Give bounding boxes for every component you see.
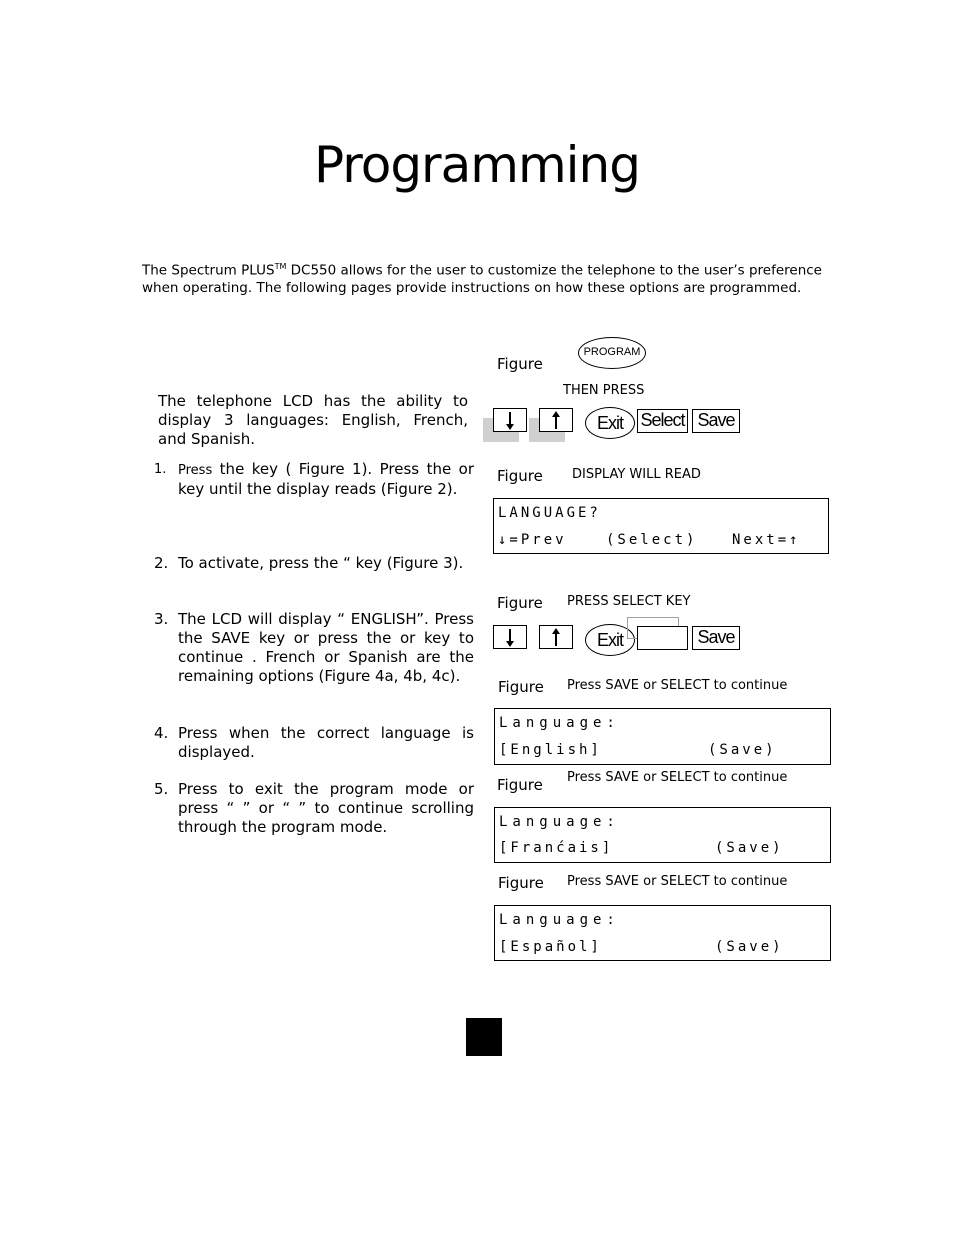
up-arrow-icon xyxy=(555,633,557,646)
down-arrow-key xyxy=(493,625,527,649)
lcd-line-1: Language: xyxy=(499,814,620,830)
figure-2-label: Figure xyxy=(497,467,543,485)
press-select-key-caption: PRESS SELECT KEY xyxy=(567,594,691,609)
page-title: Programming xyxy=(314,136,640,194)
program-key: PROGRAM xyxy=(578,337,646,369)
figure-4c-label: Figure xyxy=(498,874,544,892)
step-number: 4. xyxy=(154,724,169,742)
figure-4a-label: Figure xyxy=(498,678,544,696)
step-number: 1. xyxy=(154,462,167,477)
lcd-language-francais xyxy=(494,807,831,863)
figure-4b-label: Figure xyxy=(497,776,543,794)
language-lead-paragraph: The telephone LCD has the ability to display 3 languages: English, French, and Spanish. xyxy=(158,392,468,448)
save-key: Save xyxy=(692,409,740,433)
step-text: Press when the correct language is displayed. xyxy=(178,724,474,761)
trademark-mark: TM xyxy=(274,262,287,271)
step-5 xyxy=(154,780,474,862)
down-arrowhead-icon xyxy=(506,424,514,430)
lcd-save-hint: (Save) xyxy=(715,939,784,955)
step-3 xyxy=(154,610,474,710)
step-number: 3. xyxy=(154,610,169,628)
display-will-read-caption: DISPLAY WILL READ xyxy=(572,467,701,482)
intro-text-a: The Spectrum PLUS xyxy=(142,262,275,279)
lcd-prev-hint: ↓=Prev xyxy=(498,532,567,548)
lcd-save-hint: (Save) xyxy=(708,742,777,758)
lcd-language-prompt xyxy=(493,498,829,554)
up-arrow-key xyxy=(539,408,573,432)
intro-text-b: DC550 allows for the user to customize the telephone to the user’s preference when operating. The following pages provide instructions on how these options are programmed. xyxy=(142,262,822,296)
page-number-block xyxy=(466,1018,502,1056)
lcd-value: [Franćais] xyxy=(499,840,614,856)
lcd-line-1: LANGUAGE? xyxy=(498,505,601,521)
lcd-line-1: Language: xyxy=(499,912,620,928)
select-key: Select xyxy=(637,409,688,433)
step-4 xyxy=(154,724,474,768)
figure-4a-caption: Press SAVE or SELECT to continue xyxy=(567,678,788,693)
select-key-pressed xyxy=(637,626,688,650)
lcd-language-english xyxy=(494,708,831,765)
figure-1-label: Figure xyxy=(497,355,543,373)
up-arrow-icon xyxy=(555,416,557,429)
up-arrow-key xyxy=(539,625,573,649)
step-text: To activate, press the “ key (Figure 3). xyxy=(178,554,464,572)
down-arrowhead-icon xyxy=(506,641,514,647)
lcd-language-espanol xyxy=(494,905,831,961)
lcd-select-hint: (Select) xyxy=(606,532,698,548)
step-text: The LCD will display “ ENGLISH”. Press the SAVE key or press the or key to continue . French or Spanish are the remaining options (Figure 4a, 4b, 4c). xyxy=(178,610,474,685)
step-text: Press to exit the program mode or press “ ” or “ ” to continue scrolling through the program mode. xyxy=(178,780,474,836)
step-1 xyxy=(154,460,474,540)
lcd-save-hint: (Save) xyxy=(715,840,784,856)
step-2 xyxy=(154,554,474,598)
exit-key: Exit xyxy=(585,407,635,439)
lcd-next-hint: Next=↑ xyxy=(732,532,801,548)
figure-4b-caption: Press SAVE or SELECT to continue xyxy=(567,770,788,785)
then-press-caption: THEN PRESS xyxy=(563,383,645,398)
save-key: Save xyxy=(692,626,740,650)
lcd-value: [English] xyxy=(499,742,602,758)
exit-key: Exit xyxy=(585,624,635,656)
step-body: the key ( Figure 1). Press the or key until the display reads (Figure 2). xyxy=(178,460,474,498)
lcd-value: [Español] xyxy=(499,939,602,955)
step-number: 2. xyxy=(154,554,169,572)
figure-3-label: Figure xyxy=(497,594,543,612)
lcd-line-1: Language: xyxy=(499,715,620,731)
down-arrow-key xyxy=(493,408,527,432)
intro-paragraph xyxy=(142,258,822,298)
figure-4c-caption: Press SAVE or SELECT to continue xyxy=(567,874,788,889)
step-lead-word: Press xyxy=(178,463,213,478)
step-number: 5. xyxy=(154,780,169,798)
step-text xyxy=(178,460,474,499)
